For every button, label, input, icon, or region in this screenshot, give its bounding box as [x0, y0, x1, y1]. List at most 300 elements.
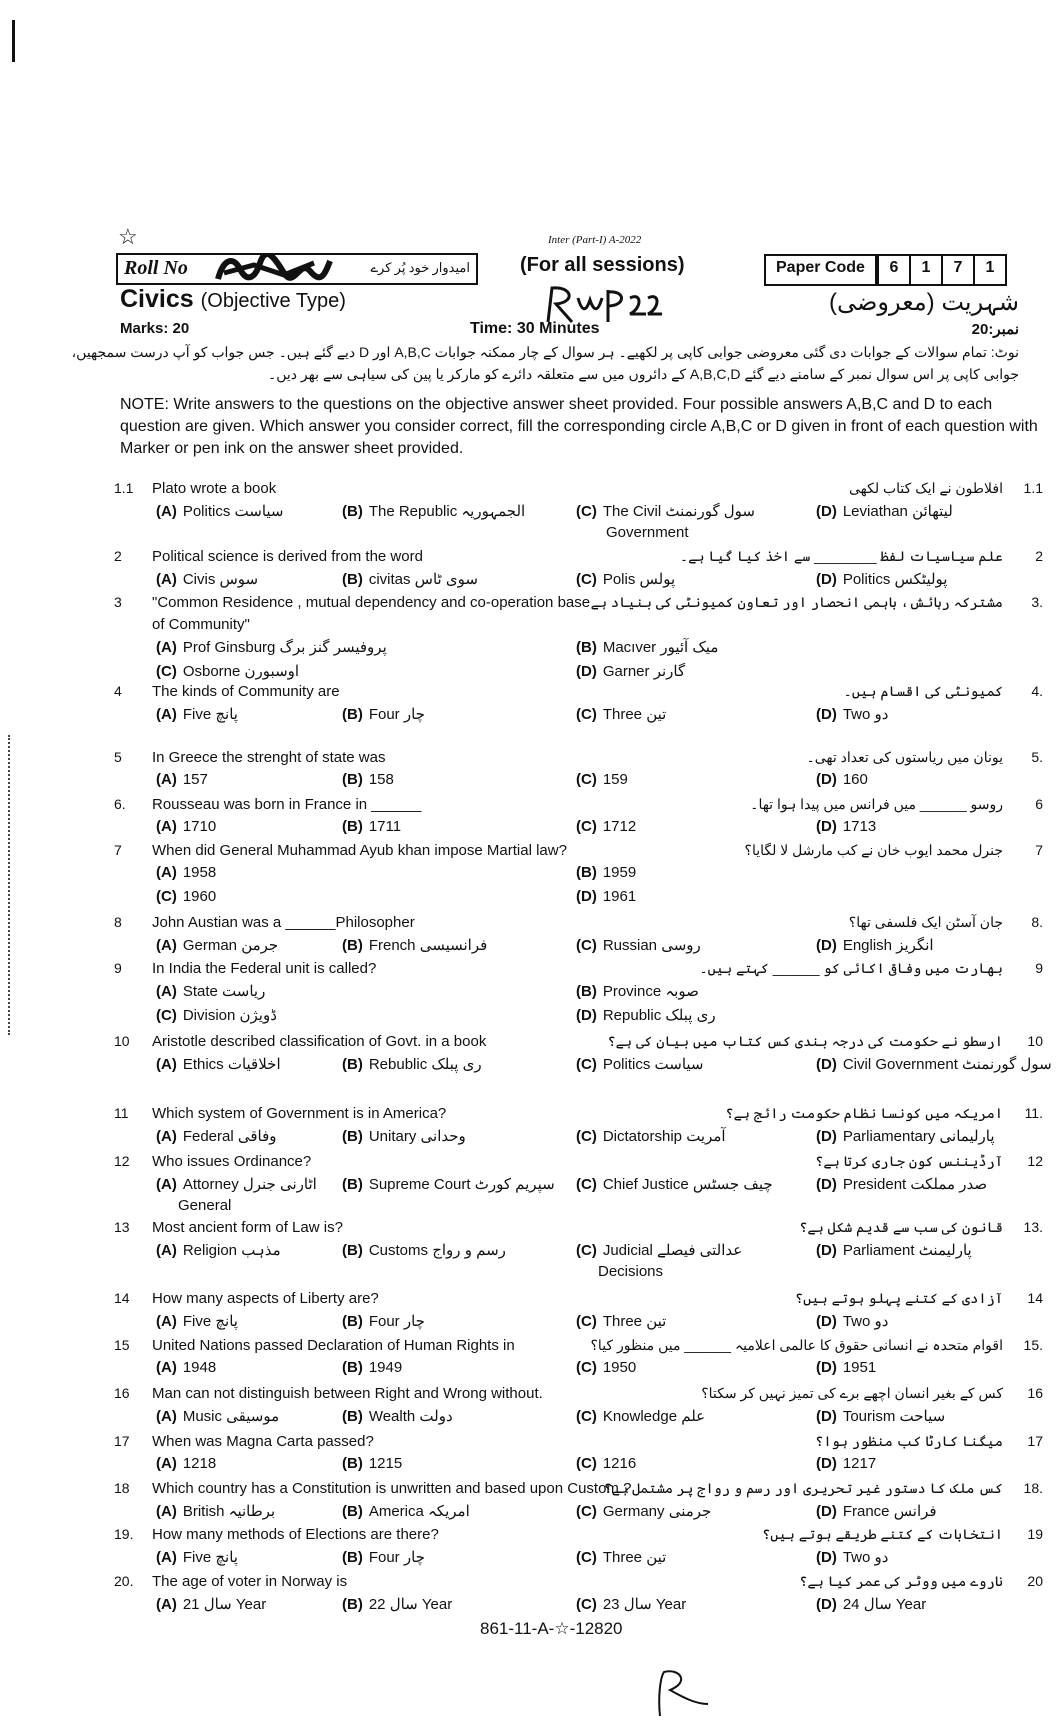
option-text: Federal وفاقی [182, 1128, 277, 1145]
question-number-right: 5. [1031, 749, 1043, 765]
answer-option [816, 1595, 926, 1613]
instructions-note: NOTE: Write answers to the questions on the objective answer sheet provided. Four possible answers A,B,C and D to each question are given. Which answer you consider correct, fill the corresponding circle A,B,C or D given in front of each question with Marker or pen ink on the answer sheet provided. [120, 396, 1038, 457]
question-number: 4 [114, 683, 122, 699]
option-letter: (D) [576, 888, 597, 905]
question-text-urdu: کس ملک کا دستور غیر تحریری اور رسم و رواج پر مشتمل ہے؟ [603, 1480, 1003, 1496]
answer-option [576, 1241, 742, 1259]
paper-code-digit: 1 [973, 256, 1005, 284]
roll-number-box [116, 253, 478, 285]
option-text: The Civil سول گورنمنٹ [602, 503, 755, 520]
answer-option [576, 662, 685, 680]
question-text: "Common Residence , mutual dependency and co-operation base [152, 594, 591, 611]
question-number: 1.1 [114, 480, 134, 496]
option-letter: (C) [576, 503, 597, 520]
answer-option [576, 771, 628, 788]
answer-option [342, 1055, 482, 1073]
answer-option [342, 1241, 506, 1259]
option-letter: (B) [576, 983, 597, 1000]
option-letter: (C) [576, 818, 597, 835]
option-letter: (C) [576, 706, 597, 723]
option-text: 158 [368, 771, 394, 788]
question-text-urdu: ارسطو نے حکومت کی درجہ بندی کس کتاب میں بیان کی ہے؟ [607, 1033, 1003, 1049]
option-text: Garner گارنر [602, 663, 686, 680]
sessions-label: (For all sessions) [520, 254, 685, 276]
option-letter: (B) [342, 771, 363, 788]
answer-option [576, 1548, 666, 1566]
option-letter: (D) [816, 937, 837, 954]
answer-option [816, 1407, 945, 1425]
option-text: 1216 [602, 1455, 637, 1472]
option-letter: (D) [816, 1408, 837, 1425]
question-number-right: 18. [1023, 1480, 1043, 1496]
option-letter: (A) [156, 983, 177, 1000]
option-letter: (B) [342, 1596, 363, 1613]
option-letter: (D) [816, 1056, 837, 1073]
option-text: State ریاست [182, 983, 266, 1000]
answer-option [576, 1359, 636, 1376]
question-number-right: 1.1 [1023, 480, 1043, 496]
option-letter: (B) [342, 1056, 363, 1073]
urdu-note-line1: نوٹ: تمام سوالات کے جوابات دی گئی معروضی جوابی کاپی پر لکھیے۔ ہر سوال کے چار ممکنہ جوابات A,B,C اور D دیے گئے ہیں۔ جس جواب کو آپ درست سمجھیں، [71, 344, 1019, 360]
subject-title-urdu: شہریت (معروضی) [829, 289, 1019, 316]
star-icon: ☆ [118, 224, 138, 249]
option-text: 24 سال Year [842, 1596, 927, 1613]
question-text-urdu: کمیونٹی کی اقسام ہیں۔ [843, 683, 1003, 699]
answer-option [816, 705, 888, 723]
option-letter: (C) [576, 1242, 597, 1259]
answer-option [156, 888, 216, 905]
option-letter: (C) [156, 1007, 177, 1024]
question-number: 13 [114, 1219, 130, 1235]
question-text: Which system of Government is in America? [152, 1105, 447, 1122]
option-letter: (C) [576, 1596, 597, 1613]
marks-urdu: نمبر:20 [971, 321, 1019, 338]
question-text: When was Magna Carta passed? [152, 1433, 374, 1450]
option-text: Civis سوس [182, 571, 259, 588]
option-text: Polis پولس [602, 571, 676, 588]
question-text-urdu: جان آسٹن ایک فلسفی تھا؟ [848, 914, 1003, 930]
option-letter: (A) [156, 639, 177, 656]
answer-option [576, 1006, 716, 1024]
option-letter: (D) [576, 1007, 597, 1024]
answer-option [576, 982, 699, 1000]
option-letter: (C) [576, 571, 597, 588]
option-text: Ethics اخلاقیات [182, 1056, 281, 1073]
option-letter: (D) [816, 1128, 837, 1145]
option-text: Five پانچ [182, 1549, 238, 1566]
option-letter: (C) [576, 1359, 597, 1376]
option-text: 160 [842, 771, 868, 788]
question-number-right: 2 [1035, 548, 1043, 564]
option-letter: (B) [342, 1549, 363, 1566]
option-text: Two دو [842, 1313, 889, 1330]
answer-option [576, 1595, 686, 1613]
question-number-right: 4. [1031, 683, 1043, 699]
option-text: Prof Ginsburg پروفیسر گنز برگ [182, 639, 387, 656]
option-letter: (C) [576, 1056, 597, 1073]
question-number-right: 12 [1027, 1153, 1043, 1169]
answer-option [576, 570, 675, 588]
answer-option [816, 570, 947, 588]
question-number: 12 [114, 1153, 130, 1169]
option-letter: (D) [816, 1359, 837, 1376]
option-letter: (D) [816, 1242, 837, 1259]
option-text: America امریکہ [368, 1503, 470, 1520]
answer-option [576, 1175, 773, 1193]
time-allowed: Time: 30 Minutes [470, 320, 600, 337]
option-letter: (D) [816, 771, 837, 788]
answer-option [576, 1407, 705, 1425]
option-text: Judicial عدالتی فیصلے [602, 1242, 743, 1259]
option-text: Macıver میک آئیور [602, 639, 719, 656]
answer-option [576, 1055, 703, 1073]
answer-option [342, 1595, 452, 1613]
question-number: 2 [114, 548, 122, 564]
question-text-urdu: علم سیاسیات لفظ ________ سے اخذ کیا گیا ہے۔ [679, 548, 1003, 564]
option-letter: (A) [156, 706, 177, 723]
answer-option [156, 818, 216, 835]
option-letter: (B) [342, 503, 363, 520]
answer-option [342, 1175, 555, 1193]
option-text: 1959 [602, 864, 637, 881]
option-letter: (C) [156, 888, 177, 905]
answer-option [816, 1241, 972, 1259]
option-text: Knowledge علم [602, 1408, 706, 1425]
question-number: 18 [114, 1480, 130, 1496]
option-text: Politics پولیٹکس [842, 571, 948, 588]
answer-option [156, 638, 387, 656]
paper-series: Inter (Part-I) A-2022 [548, 234, 642, 246]
option-letter: (C) [576, 771, 597, 788]
question-number-right: 16 [1027, 1385, 1043, 1401]
answer-option [816, 1312, 888, 1330]
question-number: 6. [114, 796, 126, 812]
option-letter: (A) [156, 1455, 177, 1472]
question-text: Aristotle described classification of Govt. in a book [152, 1033, 487, 1050]
option-text: Rebublic ری پبلک [368, 1056, 482, 1073]
option-text: 1949 [368, 1359, 403, 1376]
option-text: civitas سوی ٹاس [368, 571, 478, 588]
answer-option [816, 1455, 876, 1472]
option-text: 1958 [182, 864, 217, 881]
answer-option [576, 1127, 726, 1145]
option-letter: (B) [342, 1313, 363, 1330]
question-number-right: 15. [1023, 1337, 1043, 1353]
option-letter: (A) [156, 771, 177, 788]
option-letter: (B) [342, 937, 363, 954]
option-text-continued: Government [606, 524, 689, 541]
answer-option [816, 936, 934, 954]
option-letter: (A) [156, 1503, 177, 1520]
option-letter: (D) [816, 1176, 837, 1193]
option-text: Two دو [842, 706, 889, 723]
answer-option [342, 1359, 402, 1376]
option-letter: (A) [156, 1176, 177, 1193]
option-text: British برطانیہ [182, 1503, 276, 1520]
option-letter: (D) [816, 1313, 837, 1330]
option-text: 1218 [182, 1455, 217, 1472]
answer-option [156, 662, 299, 680]
question-text: Which country has a Constitution is unwritten and based upon Custom ? [152, 1480, 632, 1497]
paper-footer-code: 861-11-A-☆-12820 [480, 1619, 623, 1638]
question-text: Political science is derived from the word [152, 548, 423, 565]
answer-option [342, 570, 478, 588]
option-letter: (C) [576, 1176, 597, 1193]
option-letter: (D) [816, 1455, 837, 1472]
option-letter: (A) [156, 1313, 177, 1330]
question-number-right: 10 [1027, 1033, 1043, 1049]
question-text-urdu: روسو ______ میں فرانس میں پیدا ہوا تھا۔ [750, 796, 1003, 812]
option-text: Germany جرمنی [602, 1503, 712, 1520]
answer-option [576, 936, 701, 954]
question-text: In Greece the strenght of state was [152, 749, 386, 766]
answer-option [576, 1502, 711, 1520]
question-number-right: 13. [1023, 1219, 1043, 1235]
option-letter: (C) [576, 1128, 597, 1145]
question-text-urdu: ناروے میں ووٹر کی عمر کیا ہے؟ [799, 1573, 1003, 1589]
answer-option [156, 936, 278, 954]
option-text: 23 سال Year [602, 1596, 687, 1613]
answer-option [342, 818, 401, 835]
option-text: Four چار [368, 706, 425, 723]
question-number: 14 [114, 1290, 130, 1306]
option-text: 1712 [602, 818, 637, 835]
option-letter: (B) [342, 1455, 363, 1472]
option-text: Customs رسم و رواج [368, 1242, 506, 1259]
answer-option [342, 1312, 425, 1330]
paper-code-box [764, 254, 1007, 286]
answer-option [342, 1455, 402, 1472]
answer-option [156, 982, 265, 1000]
question-number: 10 [114, 1033, 130, 1049]
option-text-continued: Decisions [598, 1263, 664, 1280]
answer-option [576, 818, 636, 835]
option-letter: (B) [342, 1503, 363, 1520]
roll-urdu: امیدوار خود پُر کرے [370, 260, 470, 275]
option-text: President صدر مملکت [842, 1176, 988, 1193]
question-number-right: 3. [1031, 594, 1043, 610]
option-letter: (D) [816, 571, 837, 588]
option-text-continued: General [178, 1197, 232, 1214]
option-letter: (B) [342, 1408, 363, 1425]
answer-option [816, 1055, 1052, 1073]
option-text: 1951 [842, 1359, 877, 1376]
answer-option [576, 705, 666, 723]
option-text: 22 سال Year [368, 1596, 453, 1613]
question-number: 16 [114, 1385, 130, 1401]
answer-option [342, 936, 487, 954]
option-letter: (C) [576, 937, 597, 954]
margin-mark [12, 20, 15, 62]
option-text: Three تین [602, 706, 667, 723]
question-text: Most ancient form of Law is? [152, 1219, 343, 1236]
option-text: Chief Justice چیف جسٹس [602, 1176, 773, 1193]
option-letter: (A) [156, 1549, 177, 1566]
answer-option [156, 1127, 277, 1145]
question-text: Man can not distinguish between Right and Wrong without. [152, 1385, 543, 1402]
option-text: Division ڈویژن [182, 1007, 277, 1024]
question-text: John Austian was a ______Philosopher [152, 914, 415, 931]
option-text: Five پانچ [182, 706, 238, 723]
question-text: How many aspects of Liberty are? [152, 1290, 379, 1307]
question-text-urdu: افلاطون نے ایک کتاب لکھی [848, 480, 1003, 496]
option-text: Five پانچ [182, 1313, 238, 1330]
option-text: 1710 [182, 818, 217, 835]
question-number-right: 17 [1027, 1433, 1043, 1449]
option-text: 1713 [842, 818, 877, 835]
option-letter: (D) [576, 663, 597, 680]
question-text-urdu: قانون کی سب سے قدیم شکل ہے؟ [799, 1219, 1003, 1235]
option-text: Civil Government سول گورنمنٹ [842, 1056, 1052, 1073]
option-text: 21 سال Year [182, 1596, 267, 1613]
option-text: France فرانس [842, 1503, 937, 1520]
option-letter: (D) [816, 1596, 837, 1613]
option-text: Attorney اٹارنی جنرل [182, 1176, 317, 1193]
option-letter: (B) [342, 818, 363, 835]
answer-option [156, 1595, 266, 1613]
option-text: 1711 [368, 818, 402, 835]
answer-option [576, 1455, 636, 1472]
question-text-urdu: انتخابات کے کتنے طریقے ہوتے ہیں؟ [762, 1526, 1003, 1542]
option-text: Republic ری پبلک [602, 1007, 716, 1024]
answer-option [816, 1502, 937, 1520]
option-letter: (B) [342, 706, 363, 723]
option-letter: (B) [342, 1176, 363, 1193]
signature [650, 1668, 710, 1718]
answer-option [342, 705, 425, 723]
answer-option [342, 1502, 470, 1520]
option-text: French فرانسیسی [368, 937, 488, 954]
answer-option [576, 502, 755, 520]
question-text-urdu: آزادی کے کتنے پہلو ہوتے ہیں؟ [794, 1290, 1003, 1306]
option-letter: (C) [576, 1503, 597, 1520]
option-text: Four چار [368, 1313, 425, 1330]
question-number-right: 14 [1027, 1290, 1043, 1306]
answer-option [342, 1127, 466, 1145]
answer-option [156, 1055, 281, 1073]
question-text: When did General Muhammad Ayub khan impose Martial law? [152, 842, 567, 859]
option-letter: (A) [156, 1596, 177, 1613]
option-text: German جرمن [182, 937, 279, 954]
option-text: Four چار [368, 1549, 425, 1566]
option-letter: (A) [156, 1128, 177, 1145]
option-text: Parliamentary پارلیمانی [842, 1128, 995, 1145]
question-text: United Nations passed Declaration of Human Rights in [152, 1337, 515, 1354]
option-text: Parliament پارلیمنٹ [842, 1242, 972, 1259]
question-number-right: 19 [1027, 1526, 1043, 1542]
question-number: 5 [114, 749, 122, 765]
paper-code-digit: 1 [909, 256, 941, 284]
question-text-urdu: امریکہ میں کونسا نظام حکومت رائج ہے؟ [725, 1105, 1003, 1121]
question-text: Rousseau was born in France in ______ [152, 796, 422, 813]
question-text: Plato wrote a book [152, 480, 277, 497]
answer-option [156, 771, 208, 788]
option-letter: (B) [342, 1242, 363, 1259]
answer-option [156, 1407, 279, 1425]
answer-option [156, 502, 283, 520]
question-text: Who issues Ordinance? [152, 1153, 312, 1170]
answer-option [342, 1407, 453, 1425]
marks: Marks: 20 [120, 320, 190, 337]
option-letter: (B) [342, 1359, 363, 1376]
option-letter: (A) [156, 818, 177, 835]
question-text-urdu: بھارت میں وفاقی اکائی کو ______ کہتے ہیں۔ [699, 960, 1003, 976]
urdu-note-line2: جوابی کاپی پر اس سوال نمبر کے سامنے دیے گئے A,B,C,D کے دائروں میں سے متعلقہ دائرے کو مارکر یا پین کی سیاہی سے بھر دیں۔ [268, 366, 1019, 382]
answer-option [156, 1006, 277, 1024]
answer-option [156, 1175, 317, 1193]
option-text: The Republic الجمہوریہ [368, 503, 526, 520]
option-text: Osborne اوسبورن [182, 663, 300, 680]
option-letter: (B) [576, 639, 597, 656]
answer-option [576, 1312, 666, 1330]
question-number: 11 [114, 1105, 129, 1121]
option-text: Two دو [842, 1549, 889, 1566]
answer-option [576, 638, 718, 656]
option-letter: (A) [156, 503, 177, 520]
answer-option [156, 570, 258, 588]
question-number: 8 [114, 914, 122, 930]
option-letter: (A) [156, 1242, 177, 1259]
option-text: Dictatorship آمریت [602, 1128, 726, 1145]
question-number: 7 [114, 842, 122, 858]
answer-option [816, 1359, 876, 1376]
option-text: 157 [182, 771, 208, 788]
option-text: Supreme Court سپریم کورٹ [368, 1176, 555, 1193]
question-number: 9 [114, 960, 122, 976]
option-letter: (B) [576, 864, 597, 881]
option-letter: (B) [342, 1128, 363, 1145]
question-text-urdu: مشترکہ رہائش، باہمی انحصار اور تعاون کمیونٹی کی بنیاد ہے [590, 594, 1003, 610]
option-text: Wealth دولت [368, 1408, 453, 1425]
question-text-urdu: اقوام متحدہ نے انسانی حقوق کا عالمی اعلامیہ ______ میں منظور کیا؟ [590, 1337, 1003, 1353]
question-number-right: 6 [1035, 796, 1043, 812]
option-letter: (C) [576, 1549, 597, 1566]
option-text: Politics سیاست [182, 503, 284, 520]
option-text: Leviathan لیتھائن [842, 503, 953, 520]
option-letter: (C) [156, 663, 177, 680]
option-text: Russian روسی [602, 937, 701, 954]
answer-option [156, 1455, 216, 1472]
question-number-right: 8. [1031, 914, 1043, 930]
option-text: 1960 [182, 888, 217, 905]
option-text: Religion مذہب [182, 1242, 281, 1259]
answer-option [816, 771, 868, 788]
option-text: Politics سیاست [602, 1056, 704, 1073]
subject-type: (Objective Type) [200, 290, 346, 312]
paper-code-label: Paper Code [766, 256, 877, 284]
question-text-urdu: جنرل محمد ایوب خان نے کب مارشل لا لگایا؟ [744, 842, 1003, 858]
option-text: Three تین [602, 1313, 667, 1330]
answer-option [816, 1127, 995, 1145]
option-text: 1948 [182, 1359, 217, 1376]
option-letter: (C) [576, 1408, 597, 1425]
option-letter: (A) [156, 864, 177, 881]
question-number-right: 7 [1035, 842, 1043, 858]
answer-option [816, 1175, 987, 1193]
question-number: 17 [114, 1433, 130, 1449]
option-letter: (A) [156, 937, 177, 954]
answer-option [156, 1548, 238, 1566]
option-text: Province صوبہ [602, 983, 699, 1000]
question-text: The kinds of Community are [152, 683, 340, 700]
answer-option [816, 1548, 888, 1566]
answer-option [156, 1502, 275, 1520]
option-letter: (A) [156, 1056, 177, 1073]
question-number: 20. [114, 1573, 134, 1589]
question-text-urdu: یونان میں ریاستوں کی تعداد تھی۔ [806, 749, 1003, 765]
answer-option [342, 502, 525, 520]
question-text-urdu: میگنا کارٹا کب منظور ہوا؟ [815, 1433, 1003, 1449]
